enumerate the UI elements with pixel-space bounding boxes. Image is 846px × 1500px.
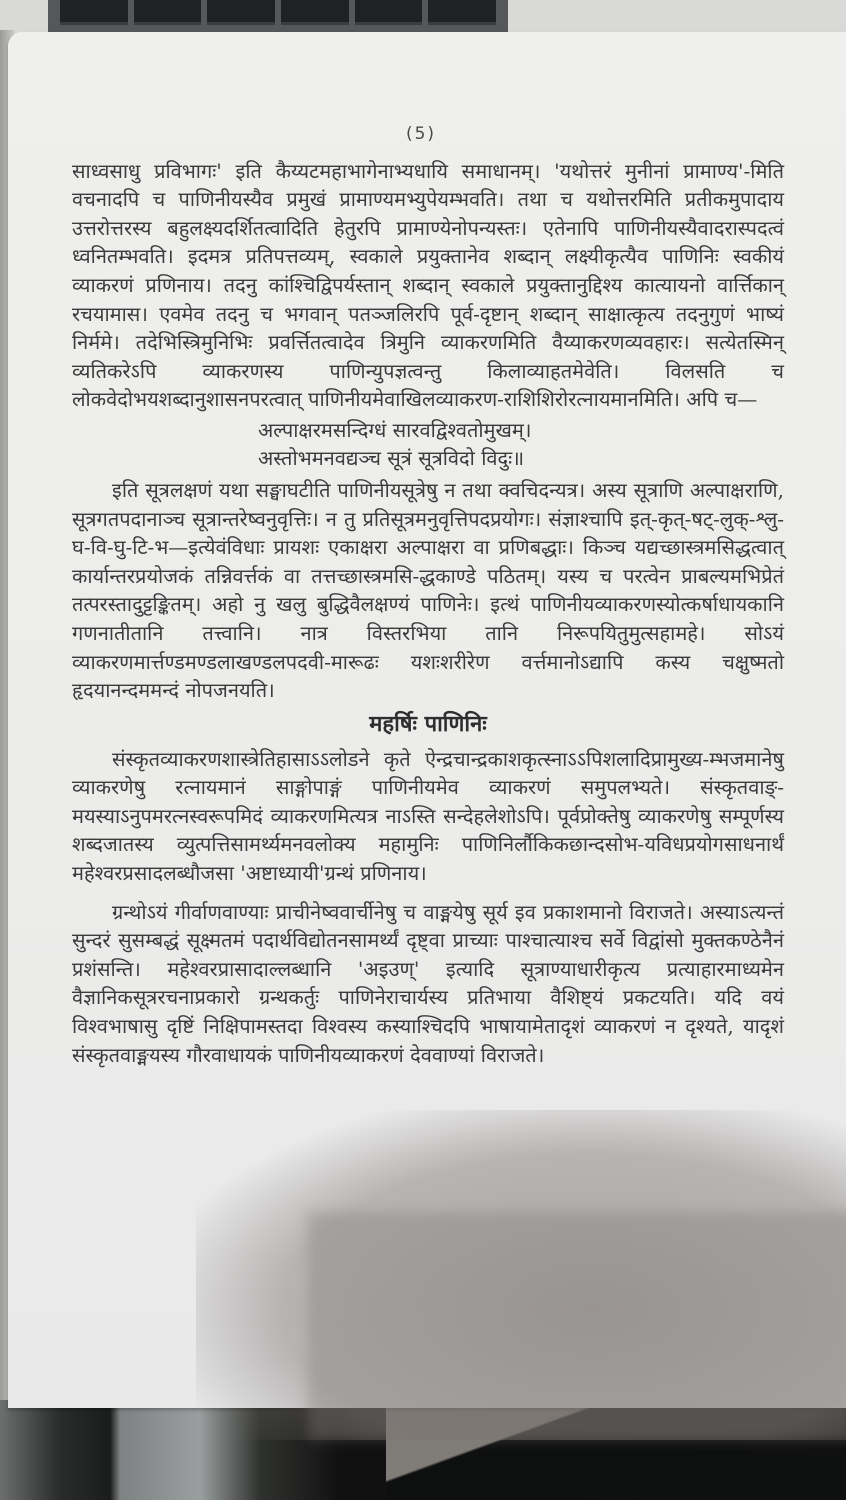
background-block [428, 0, 496, 25]
paragraph-2: इति सूत्रलक्षणं यथा सङ्घाघटीति पाणिनीयसूत्रेषु न तथा क्वचिदन्यत्र। अस्य सूत्राणि अल्पाक्षराणि, सूत्रगतपदानाञ्च सूत्रान्तरेष्वनुवृत्तिः। न तु प्रतिसूत्रमनुवृत्तिपदप्रयोगः। संज्ञाश्चापि इत्-कृत्-षट्-लुक्-श्लु-घ-वि-घु-टि-भ—इत्येवंविधाः प्रायशः एकाक्षरा अल्पाक्षरा वा प्रणिबद्धाः। किञ्च यद्यच्छास्त्रमसिद्धत्वात् कार्यान्तरप्रयोजकं तन्निवर्त्तकं वा तत्तच्छास्त्रमसि-द्धकाण्डे पठितम्। यस्य च परत्वेन प्राबल्यमभिप्रेतं तत्परस्तादुट्टङ्कितम्। अहो नु खलु बुद्धिवैलक्षण्यं पाणिनेः। इत्थं पाणिनीयव्याकरणस्योत्कर्षाधायकानि गणनातीतानि तत्त्वानि। नात्र विस्तरभिया तानि निरूपयितुमुत्सहामहे। सोऽयं व्याकरणमार्त्तण्डमण्डलाखण्डलपदवी-मारूढः यशःशरीरेण वर्त्तमानोऽद्यापि कस्य चक्षुष्मतो हृदयानन्दममन्दं नोपजनयति। [72, 477, 784, 703]
paragraph-1: साध्वसाधु प्रविभागः' इति कैय्यटमहाभागेनाभ्यधायि समाधानम्। 'यथोत्तरं मुनीनां प्रामाण्य'-मिति वचनादपि च पाणिनीयस्यैव प्रमुखं प्रामाण्यमभ्युपेयम्भवति। तथा च यथोत्तरमिति प्रतीकमुपादाय उत्तरोत्तरस्य बहुलक्ष्यदर्शितत्वादिति हेतुरपि प्रामाण्येनोपन्यस्तः। एतेनापि पाणिनीयस्यैवादरास्पदत्वं ध्वनितम्भवति। इदमत्र प्रतिपत्तव्यम्, स्वकाले प्रयुक्तानेव शब्दान् लक्ष्यीकृत्यैव पाणिनिः स्वकीयं व्याकरणं प्रणिनाय। तदनु कांश्चिद्विपर्यस्तान् शब्दान् स्वकाले प्रयुक्तानुद्दिश्य कात्यायनो वार्त्तिकान् रचयामास। एवमेव तदनु च भगवान् पतञ्जलिरपि पूर्व-दृष्टान् शब्दान् साक्षात्कृत्य तदनुगुणं भाष्यं निर्ममे। तदेभिस्त्रिमुनिभिः प्रवर्त्तितत्वादेव त्रिमुनि व्याकरणमिति वैय्याकरणव्यवहारः। सत्येतस्मिन् व्यतिकरेऽपि व्याकरणस्य पाणिन्युपज्ञत्वन्तु किलाव्याहतमेवेति। विलसति च लोकवेदोभयशब्दानुशासनपरत्वात् पाणिनीयमेवाखिलव्याकरण-राशिशिरोरत्नायमानमिति। अपि च— [72, 158, 784, 412]
background-block [355, 0, 423, 25]
page-content [72, 120, 784, 1069]
background-block [134, 0, 202, 25]
section-heading: महर्षिः पाणिनिः [369, 710, 487, 737]
verse-block [258, 416, 784, 472]
paragraph-3: संस्कृतव्याकरणशास्त्रेतिहासाऽऽलोडने कृते ऐन्द्रचान्द्रकाशकृत्स्नाऽऽपिशलादिप्रामुख्य-म्भजमानेषु व्याकरणेषु रत्नायमानं साङ्गोपाङ्गं पाणिनीयमेव व्याकरणं समुपलभ्यते। संस्कृतवाङ्-मयस्याऽनुपमरत्नस्वरूपमिदं व्याकरणमित्यत्र नाऽस्ति सन्देहलेशोऽपि। पूर्वप्रोक्तेषु व्याकरणेषु सम्पूर्णस्य शब्दजातस्य व्युत्पत्तिसामर्थ्यमनवलोक्य महामुनिः पाणिनिर्लौकिकछान्दसोभ-यविधप्रयोगसाधनार्थं महेश्वरप्रसादलब्धौजसा 'अष्टाध्यायी'ग्रन्थं प्रणिनाय। [72, 746, 784, 886]
hand-shadow [196, 1110, 846, 1440]
page-number: (5) [405, 124, 437, 144]
paragraph-gap [72, 888, 784, 898]
background-object [48, 0, 508, 34]
background-bottom-wedge [386, 1400, 846, 1500]
verse-line-2: अस्तोभमनवद्यञ्च सूत्रं सूत्रविदो विदुः॥ [258, 445, 525, 470]
hand-shadow-core [308, 1212, 846, 1440]
background-block [207, 0, 275, 25]
background-block [60, 0, 128, 25]
paragraph-4: ग्रन्थोऽयं गीर्वाणवाण्याः प्राचीनेष्ववार्चीनेषु च वाङ्मयेषु सूर्य इव प्रकाशमानो विराजते। अस्याऽत्यन्तं सुन्दरं सुसम्बद्धं सूक्ष्मतमं पदार्थविद्योतनसामर्थ्यं दृष्ट्वा प्राच्याः पाश्चात्याश्च सर्वे विद्वांसो मुक्तकण्ठेनैनं प्रशंसन्ति। महेश्वरप्रासादाल्लब्धानि 'अइउण्' इत्यादि सूत्राण्याधारीकृत्य प्रत्याहारमाध्यमेन वैज्ञानिकसूत्ररचनाप्रकारो ग्रन्थकर्तुः पाणिनेराचार्यस्य प्रतिभाया वैशिष्ट्यं प्रकटयति। यदि वयं विश्वभाषासु दृष्टिं निक्षिपामस्तदा विश्वस्य कस्याश्चिदपि भाषायामेतादृशं व्याकरणं न दृश्यते, यादृशं संस्कृतवाङ्मयस्य गौरवाधायकं पाणिनीयव्याकरणं देववाण्यां विराजते। [72, 899, 784, 1067]
verse-line-1: अल्पाक्षरमसन्दिग्धं सारवद्विश्वतोमुखम्। [258, 417, 532, 442]
background-block [281, 0, 349, 25]
